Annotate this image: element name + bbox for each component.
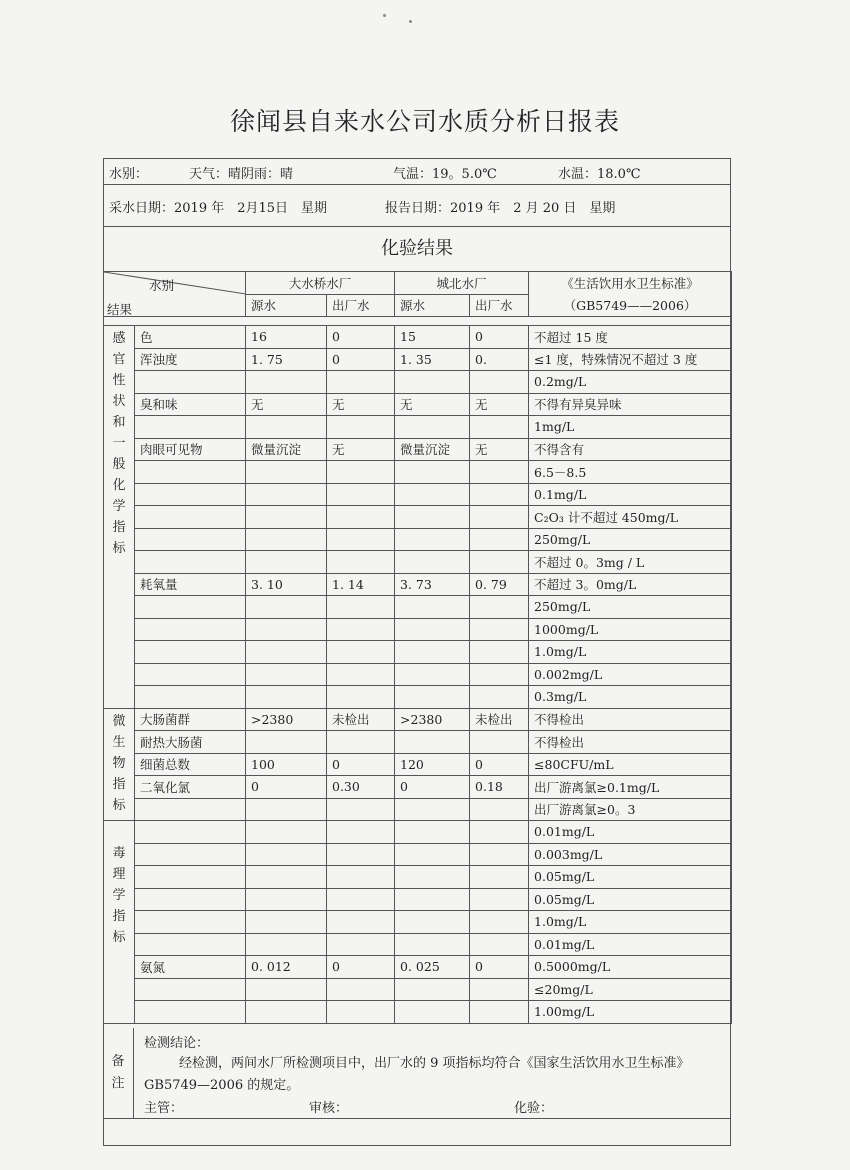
plant2-out-value xyxy=(470,911,529,934)
item-name xyxy=(135,843,246,866)
plant1-raw-value xyxy=(246,416,327,439)
item-name: 氨氮 xyxy=(135,956,246,979)
category-char: 理 xyxy=(112,867,126,882)
plant1-out-value: 0.30 xyxy=(327,776,395,799)
category-char: 指 xyxy=(112,909,126,924)
plant1-out-value xyxy=(327,1001,395,1024)
plant2-raw-value xyxy=(395,888,470,911)
plant2-raw-value xyxy=(395,461,470,484)
table-row xyxy=(104,821,732,844)
header-plant-1: 大水桥水厂 xyxy=(246,272,395,295)
table-row xyxy=(104,326,732,349)
item-name xyxy=(135,821,246,844)
plant2-out-value: 0. 79 xyxy=(470,573,529,596)
plant1-raw-value: 无 xyxy=(246,393,327,416)
plant1-raw-value: 0. 012 xyxy=(246,956,327,979)
plant2-raw-value xyxy=(395,483,470,506)
table-row xyxy=(104,348,732,371)
table-row xyxy=(104,371,732,394)
plant2-raw-value: 0. 025 xyxy=(395,956,470,979)
plant2-out-value: 0 xyxy=(470,326,529,349)
conclusion-label: 检测结论： xyxy=(144,1036,210,1051)
table-row xyxy=(104,708,732,731)
standard-value: C₂O₃ 计不超过 450mg/L xyxy=(529,506,732,529)
category-char: 般 xyxy=(112,457,126,472)
plant1-raw-value xyxy=(246,663,327,686)
plant2-raw-value xyxy=(395,866,470,889)
plant2-out-value xyxy=(470,528,529,551)
plant1-out-value xyxy=(327,888,395,911)
plant2-out-value xyxy=(470,551,529,574)
table-row xyxy=(104,506,732,529)
plant2-out-value xyxy=(470,618,529,641)
plant1-raw-value xyxy=(246,978,327,1001)
plant2-raw-value: 1. 35 xyxy=(395,348,470,371)
category-char: 备 xyxy=(111,1054,125,1069)
category-char: 性 xyxy=(112,373,126,388)
plant2-raw-value xyxy=(395,911,470,934)
standard-value: 6.5－8.5 xyxy=(529,461,732,484)
plant1-raw-value xyxy=(246,866,327,889)
header-spacer-row xyxy=(104,317,732,326)
header-out-water-1: 出厂水 xyxy=(327,294,395,317)
plant2-raw-value: 0 xyxy=(395,776,470,799)
tester-label: 化验： xyxy=(514,1101,554,1116)
plant2-raw-value xyxy=(395,528,470,551)
plant1-raw-value: 16 xyxy=(246,326,327,349)
plant2-out-value xyxy=(470,416,529,439)
item-name: 二氧化氯 xyxy=(135,776,246,799)
plant1-raw-value xyxy=(246,506,327,529)
table-row xyxy=(104,866,732,889)
table-row xyxy=(104,731,732,754)
plant1-raw-value xyxy=(246,371,327,394)
plant1-raw-value: 3. 10 xyxy=(246,573,327,596)
plant2-out-value xyxy=(470,798,529,821)
plant2-out-value xyxy=(470,978,529,1001)
header-out-water-2: 出厂水 xyxy=(470,294,529,317)
table-row xyxy=(104,618,732,641)
table-row xyxy=(104,753,732,776)
plant1-out-value xyxy=(327,843,395,866)
standard-value: 不得含有 xyxy=(529,438,732,461)
header-plant-2: 城北水厂 xyxy=(395,272,529,295)
plant1-out-value: 无 xyxy=(327,393,395,416)
standard-value: 0.01mg/L xyxy=(529,821,732,844)
plant1-out-value: 0 xyxy=(327,326,395,349)
standard-value: 不超过 15 度 xyxy=(529,326,732,349)
category-char: 微 xyxy=(112,713,126,729)
plant2-out-value: 0.18 xyxy=(470,776,529,799)
standard-value: 1.00mg/L xyxy=(529,1001,732,1024)
item-name xyxy=(135,663,246,686)
plant1-out-value xyxy=(327,596,395,619)
plant2-out-value xyxy=(470,933,529,956)
reviewer-label: 审核： xyxy=(309,1101,349,1116)
table-row xyxy=(104,573,732,596)
item-name xyxy=(135,911,246,934)
category-char: 和 xyxy=(112,415,126,430)
plant1-out-value xyxy=(327,618,395,641)
table-row xyxy=(104,551,732,574)
category-char: 标 xyxy=(112,541,126,556)
remarks-category xyxy=(103,1028,134,1118)
plant2-out-value: 无 xyxy=(470,438,529,461)
item-name xyxy=(135,483,246,506)
standard-value: 1000mg/L xyxy=(529,618,732,641)
table-row xyxy=(104,461,732,484)
standard-value: 不得有异臭异味 xyxy=(529,393,732,416)
table-row xyxy=(104,528,732,551)
plant2-out-value xyxy=(470,506,529,529)
item-name: 细菌总数 xyxy=(135,753,246,776)
item-name xyxy=(135,1001,246,1024)
item-name: 臭和味 xyxy=(135,393,246,416)
plant1-out-value xyxy=(327,416,395,439)
standard-value: 0.1mg/L xyxy=(529,483,732,506)
weather-label: 天气：晴阴雨：晴 xyxy=(189,167,294,182)
item-name xyxy=(135,596,246,619)
plant1-raw-value: 1. 75 xyxy=(246,348,327,371)
table-row xyxy=(104,1001,732,1024)
plant2-raw-value xyxy=(395,506,470,529)
plant2-raw-value xyxy=(395,618,470,641)
standard-value: ≤80CFU/mL xyxy=(529,753,732,776)
category-char: 学 xyxy=(112,888,126,903)
item-name xyxy=(135,933,246,956)
standard-value: 0.2mg/L xyxy=(529,371,732,394)
plant2-raw-value: 3. 73 xyxy=(395,573,470,596)
category-sensory xyxy=(104,326,135,709)
table-row xyxy=(104,956,732,979)
plant1-out-value xyxy=(327,866,395,889)
plant2-out-value xyxy=(470,483,529,506)
plant1-out-value xyxy=(327,641,395,664)
header-diagonal-cell xyxy=(104,272,246,317)
item-name: 肉眼可见物 xyxy=(135,438,246,461)
conclusion-line-2: GB5749—2006 的规定。 xyxy=(144,1078,300,1093)
category-char: 官 xyxy=(112,352,126,367)
plant1-out-value xyxy=(327,798,395,821)
category-char: 指 xyxy=(112,776,126,792)
plant2-raw-value: >2380 xyxy=(395,708,470,731)
standard-value: 0.05mg/L xyxy=(529,888,732,911)
table-row xyxy=(104,438,732,461)
plant2-out-value xyxy=(470,821,529,844)
standard-value: 250mg/L xyxy=(529,528,732,551)
category-char: 感 xyxy=(112,331,126,346)
remarks-bottom-line xyxy=(103,1118,731,1119)
item-name xyxy=(135,686,246,709)
item-name xyxy=(135,866,246,889)
sample-date-label: 采水日期：2019 年 2月15日 星期 xyxy=(109,201,328,216)
item-name xyxy=(135,978,246,1001)
plant1-raw-value xyxy=(246,551,327,574)
item-name: 耐热大肠菌 xyxy=(135,731,246,754)
category-char: 指 xyxy=(112,520,126,535)
plant1-out-value xyxy=(327,371,395,394)
category-char: 物 xyxy=(112,755,126,771)
item-name: 浑浊度 xyxy=(135,348,246,371)
plant1-raw-value xyxy=(246,888,327,911)
standard-value: 250mg/L xyxy=(529,596,732,619)
plant1-out-value xyxy=(327,506,395,529)
plant1-out-value xyxy=(327,978,395,1001)
item-name: 耗氧量 xyxy=(135,573,246,596)
plant1-out-value: 1. 14 xyxy=(327,573,395,596)
header-standard-1: 《生活饮用水卫生标准》 xyxy=(529,272,732,295)
plant1-raw-value xyxy=(246,843,327,866)
item-name xyxy=(135,461,246,484)
plant2-raw-value xyxy=(395,663,470,686)
air-temp-label: 气温：19。5.0℃ xyxy=(393,167,497,182)
plant2-out-value: 0 xyxy=(470,956,529,979)
plant2-out-value xyxy=(470,843,529,866)
category-char: 一 xyxy=(112,436,126,451)
plant2-raw-value: 120 xyxy=(395,753,470,776)
standard-value: 0.5000mg/L xyxy=(529,956,732,979)
table-row xyxy=(104,978,732,1001)
standard-value: 不超过 0。3mg / L xyxy=(529,551,732,574)
plant1-raw-value: 微量沉淀 xyxy=(246,438,327,461)
plant1-out-value: 0 xyxy=(327,348,395,371)
table-row xyxy=(104,776,732,799)
section-title: 化验结果 xyxy=(381,238,453,259)
item-name xyxy=(135,888,246,911)
standard-value: 0.3mg/L xyxy=(529,686,732,709)
plant2-out-value xyxy=(470,596,529,619)
plant1-raw-value xyxy=(246,731,327,754)
plant2-out-value xyxy=(470,888,529,911)
plant2-raw-value xyxy=(395,596,470,619)
category-char: 标 xyxy=(112,930,126,945)
plant1-out-value xyxy=(327,551,395,574)
plant2-raw-value xyxy=(395,641,470,664)
plant1-raw-value xyxy=(246,798,327,821)
item-name xyxy=(135,641,246,664)
standard-value: 0.002mg/L xyxy=(529,663,732,686)
table-row xyxy=(104,596,732,619)
table-row xyxy=(104,641,732,664)
plant2-raw-value xyxy=(395,1001,470,1024)
plant2-out-value xyxy=(470,731,529,754)
plant1-out-value xyxy=(327,461,395,484)
category-char: 注 xyxy=(111,1076,125,1091)
plant1-raw-value: 100 xyxy=(246,753,327,776)
standard-value: 0.003mg/L xyxy=(529,843,732,866)
item-name xyxy=(135,371,246,394)
item-name xyxy=(135,528,246,551)
plant1-out-value: 无 xyxy=(327,438,395,461)
standard-value: ≤20mg/L xyxy=(529,978,732,1001)
plant2-raw-value xyxy=(395,843,470,866)
standard-value: 1.0mg/L xyxy=(529,911,732,934)
plant2-out-value: 无 xyxy=(470,393,529,416)
category-tox xyxy=(104,821,135,1024)
table-row xyxy=(104,843,732,866)
plant1-raw-value xyxy=(246,483,327,506)
plant1-raw-value xyxy=(246,461,327,484)
plant2-out-value xyxy=(470,866,529,889)
standard-value: 不得检出 xyxy=(529,708,732,731)
plant2-raw-value xyxy=(395,731,470,754)
category-char: 生 xyxy=(112,734,126,750)
plant1-raw-value xyxy=(246,821,327,844)
standard-value: ≤1 度，特殊情况不超过 3 度 xyxy=(529,348,732,371)
table-row xyxy=(104,393,732,416)
item-name xyxy=(135,798,246,821)
standard-value: 出厂游离氯≥0。3 xyxy=(529,798,732,821)
conclusion-line-1: 经检测，两间水厂所检测项目中，出厂水的 9 项指标均符合《国家生活饮用水卫生标准》 xyxy=(179,1056,690,1071)
table-row xyxy=(104,798,732,821)
item-name: 大肠菌群 xyxy=(135,708,246,731)
supervisor-label: 主管： xyxy=(144,1101,184,1116)
plant2-raw-value xyxy=(395,371,470,394)
scan-speck xyxy=(409,20,412,23)
plant2-raw-value xyxy=(395,933,470,956)
plant2-out-value xyxy=(470,461,529,484)
header-raw-water-2: 源水 xyxy=(395,294,470,317)
table-row xyxy=(104,911,732,934)
water-temp-label: 水温：18.0℃ xyxy=(558,167,641,182)
category-char: 化 xyxy=(112,478,126,493)
plant1-raw-value xyxy=(246,1001,327,1024)
plant2-raw-value xyxy=(395,821,470,844)
plant2-raw-value xyxy=(395,551,470,574)
plant2-out-value xyxy=(470,1001,529,1024)
table-row xyxy=(104,483,732,506)
plant2-out-value: 0 xyxy=(470,753,529,776)
plant1-out-value: 0 xyxy=(327,956,395,979)
table-row xyxy=(104,933,732,956)
header-row-1 xyxy=(104,272,732,295)
plant1-out-value: 0 xyxy=(327,753,395,776)
standard-value: 出厂游离氯≥0.1mg/L xyxy=(529,776,732,799)
standard-value: 1mg/L xyxy=(529,416,732,439)
plant1-out-value xyxy=(327,483,395,506)
item-name: 色 xyxy=(135,326,246,349)
standard-value: 不得检出 xyxy=(529,731,732,754)
plant1-out-value xyxy=(327,528,395,551)
info-row-2 xyxy=(103,185,731,227)
item-name xyxy=(135,551,246,574)
category-char: 标 xyxy=(112,797,126,813)
plant1-out-value xyxy=(327,933,395,956)
plant1-raw-value xyxy=(246,528,327,551)
plant2-raw-value xyxy=(395,686,470,709)
remarks-section xyxy=(103,1028,731,1118)
standard-value: 0.05mg/L xyxy=(529,866,732,889)
table-row xyxy=(104,663,732,686)
category-char: 状 xyxy=(112,394,126,409)
plant2-raw-value xyxy=(395,798,470,821)
plant2-raw-value xyxy=(395,978,470,1001)
plant2-out-value xyxy=(470,686,529,709)
plant1-raw-value xyxy=(246,933,327,956)
results-table xyxy=(103,271,732,1024)
plant1-raw-value xyxy=(246,618,327,641)
plant1-out-value xyxy=(327,686,395,709)
plant2-out-value: 0. xyxy=(470,348,529,371)
table-row xyxy=(104,686,732,709)
scan-speck xyxy=(383,14,386,17)
plant2-raw-value xyxy=(395,416,470,439)
header-water-type: 水别 xyxy=(149,278,175,293)
standard-value: 1.0mg/L xyxy=(529,641,732,664)
header-standard-2: （GB5749——2006） xyxy=(529,294,732,317)
plant1-raw-value xyxy=(246,686,327,709)
item-name xyxy=(135,618,246,641)
header-result: 结果 xyxy=(107,302,133,317)
category-char: 学 xyxy=(112,499,126,514)
plant1-out-value xyxy=(327,663,395,686)
plant2-out-value xyxy=(470,663,529,686)
plant2-raw-value: 微量沉淀 xyxy=(395,438,470,461)
item-name xyxy=(135,506,246,529)
plant2-raw-value: 无 xyxy=(395,393,470,416)
report-date-label: 报告日期：2019 年 2 月 20 日 星期 xyxy=(385,201,616,216)
plant1-raw-value xyxy=(246,911,327,934)
category-micro xyxy=(104,708,135,821)
plant1-out-value: 未检出 xyxy=(327,708,395,731)
water-type-label: 水别： xyxy=(109,167,149,182)
table-row xyxy=(104,416,732,439)
plant2-out-value: 未检出 xyxy=(470,708,529,731)
plant1-raw-value: 0 xyxy=(246,776,327,799)
standard-value: 0.01mg/L xyxy=(529,933,732,956)
item-name xyxy=(135,416,246,439)
info-row-1 xyxy=(103,158,731,185)
plant1-raw-value: >2380 xyxy=(246,708,327,731)
report-title: 徐闻县自来水公司水质分析日报表 xyxy=(229,107,620,136)
plant2-raw-value: 15 xyxy=(395,326,470,349)
plant1-raw-value xyxy=(246,596,327,619)
plant2-out-value xyxy=(470,641,529,664)
plant2-out-value xyxy=(470,371,529,394)
plant1-out-value xyxy=(327,821,395,844)
plant1-raw-value xyxy=(246,641,327,664)
plant1-out-value xyxy=(327,911,395,934)
plant1-out-value xyxy=(327,731,395,754)
table-row xyxy=(104,888,732,911)
category-char: 毒 xyxy=(112,846,126,861)
header-raw-water-1: 源水 xyxy=(246,294,327,317)
standard-value: 不超过 3。0mg/L xyxy=(529,573,732,596)
